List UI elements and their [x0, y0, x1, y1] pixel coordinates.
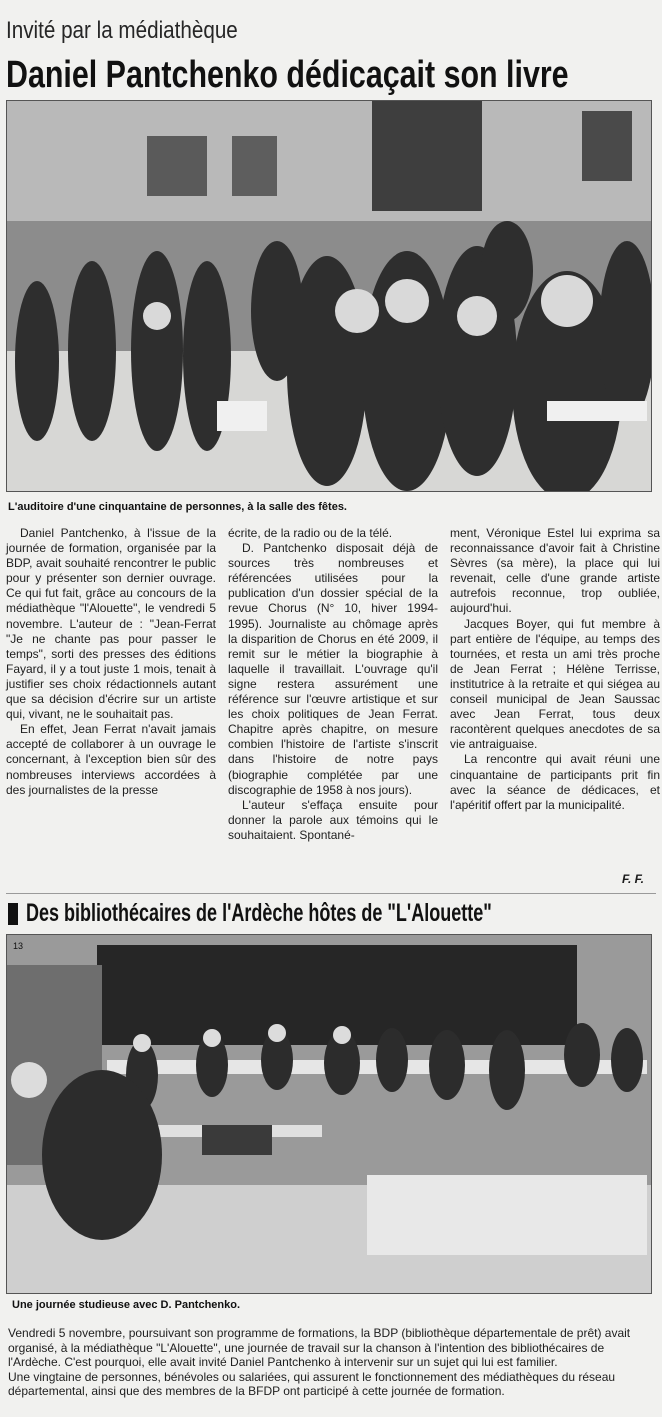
workshop-photo [6, 934, 652, 1294]
paragraph: Jacques Boyer, qui fut membre à part entière de l'équipe, au temps des tournées, et resta un ami très proche de Jean Ferrat ; Hélène Terrisse, institutrice à la retraite et qui siégea au conseil municipal de Jean Saussac avec Jean Ferrat, tous deux racontèrent quelques anecdotes de sa vie antraiguaise. [450, 616, 660, 752]
article-kicker: Invité par la médiathèque [6, 17, 238, 44]
heading-bullet-icon [8, 903, 18, 925]
author-signature: F. F. [621, 872, 644, 886]
paragraph: Une vingtaine de personnes, bénévoles ou salariées, qui assurent le fonctionnement des médiathèques du réseau départemental, ainsi que des membres de la BFDP ont participé à cette journée de formation. [8, 1369, 616, 1399]
article-column-3 [450, 526, 660, 813]
workshop-photo-caption: Une journée studieuse avec D. Pantchenko. [12, 1299, 241, 1311]
paragraph: L'auteur s'effaça ensuite pour donner la parole aux témoins qui le souhaitaient. Spontané- [228, 797, 438, 842]
second-article-headline: Des bibliothécaires de l'Ardèche hôtes de "L'Alouette" [26, 899, 492, 927]
second-article-body [8, 1326, 654, 1399]
paragraph: En effet, Jean Ferrat n'avait jamais accepté de collaborer à un ouvrage le concernant, à l'exception bien sûr des nombreuses interviews accordées à des journalistes de la presse [6, 722, 216, 797]
photo-caption: L'auditoire d'une cinquantaine de personnes, à la salle des fêtes. [8, 501, 347, 513]
paragraph: Daniel Pantchenko, à l'issue de la journée de formation, organisée par la BDP, avait souhaité rencontrer le public pour y présenter son dernier ouvrage. Ce qui fut fait, grâce au concours de la médiathèque "l'Alouette", le vendredi 5 novembre. L'auteur de : "Jean-Ferrat "Je ne chante pas pour passer le temps", sorti des presses des éditions Fayard, il y a tout juste 1 mois, tenait à justifier ses choix rédactionnels autant que sa décision d'écrire sur un artiste qui, vivant, ne le souhaitait pas. [6, 526, 216, 722]
paragraph: La rencontre qui avait réuni une cinquantaine de participants prit fin avec la séance de dédicaces, et l'apéritif offert par la municipalité. [450, 752, 660, 812]
photo-number: 13 [13, 941, 24, 951]
article-column-1 [6, 526, 216, 798]
audience-photo-drawing [7, 101, 651, 491]
article-headline: Daniel Pantchenko dédicaçait son livre [6, 54, 569, 96]
paragraph: D. Pantchenko disposait déjà de sources très nombreuses et référencées utilisées pour la publication d'un dossier spécial de la revue Chorus (N° 10, hiver 1994-1995). Journaliste au chômage après la disparition de Chorus en été 2009, il remit sur le métier la biographie à laquelle il travaillait. L'ouvrage qu'il signe restera assurément une référence sur l'œuvre artistique et sur les choix politiques de Jean Ferrat. Chapitre après chapitre, on mesure combien l'histoire de l'artiste s'inscrit dans l'histoire de notre pays (biographie complétée par une discographie de 1958 à nos jours). [228, 541, 438, 797]
workshop-photo-drawing [7, 935, 651, 1293]
paragraph: Vendredi 5 novembre, poursuivant son programme de formations, la BDP (bibliothèque départementale de prêt) avait organisé, à la médiathèque "L'Alouette", une journée de travail sur la chanson à l'intention des bibliothécaires de l'Ardèche. C'est pourquoi, elle avait invité Daniel Pantchenko à intervenir sur un sujet qui lui est familier. [8, 1326, 631, 1370]
article-body [6, 526, 658, 876]
paragraph: écrite, de la radio ou de la télé. [228, 526, 393, 540]
section-divider [6, 893, 656, 894]
audience-photo [6, 100, 652, 492]
paragraph: ment, Véronique Estel lui exprima sa reconnaissance d'avoir fait à Christine Sèvres (sa mère), la place qui lui revenait, celle d'une grande artiste autrefois reconnue, trop oubliée, aujourd'hui. [450, 526, 660, 616]
article-column-2 [228, 526, 438, 843]
